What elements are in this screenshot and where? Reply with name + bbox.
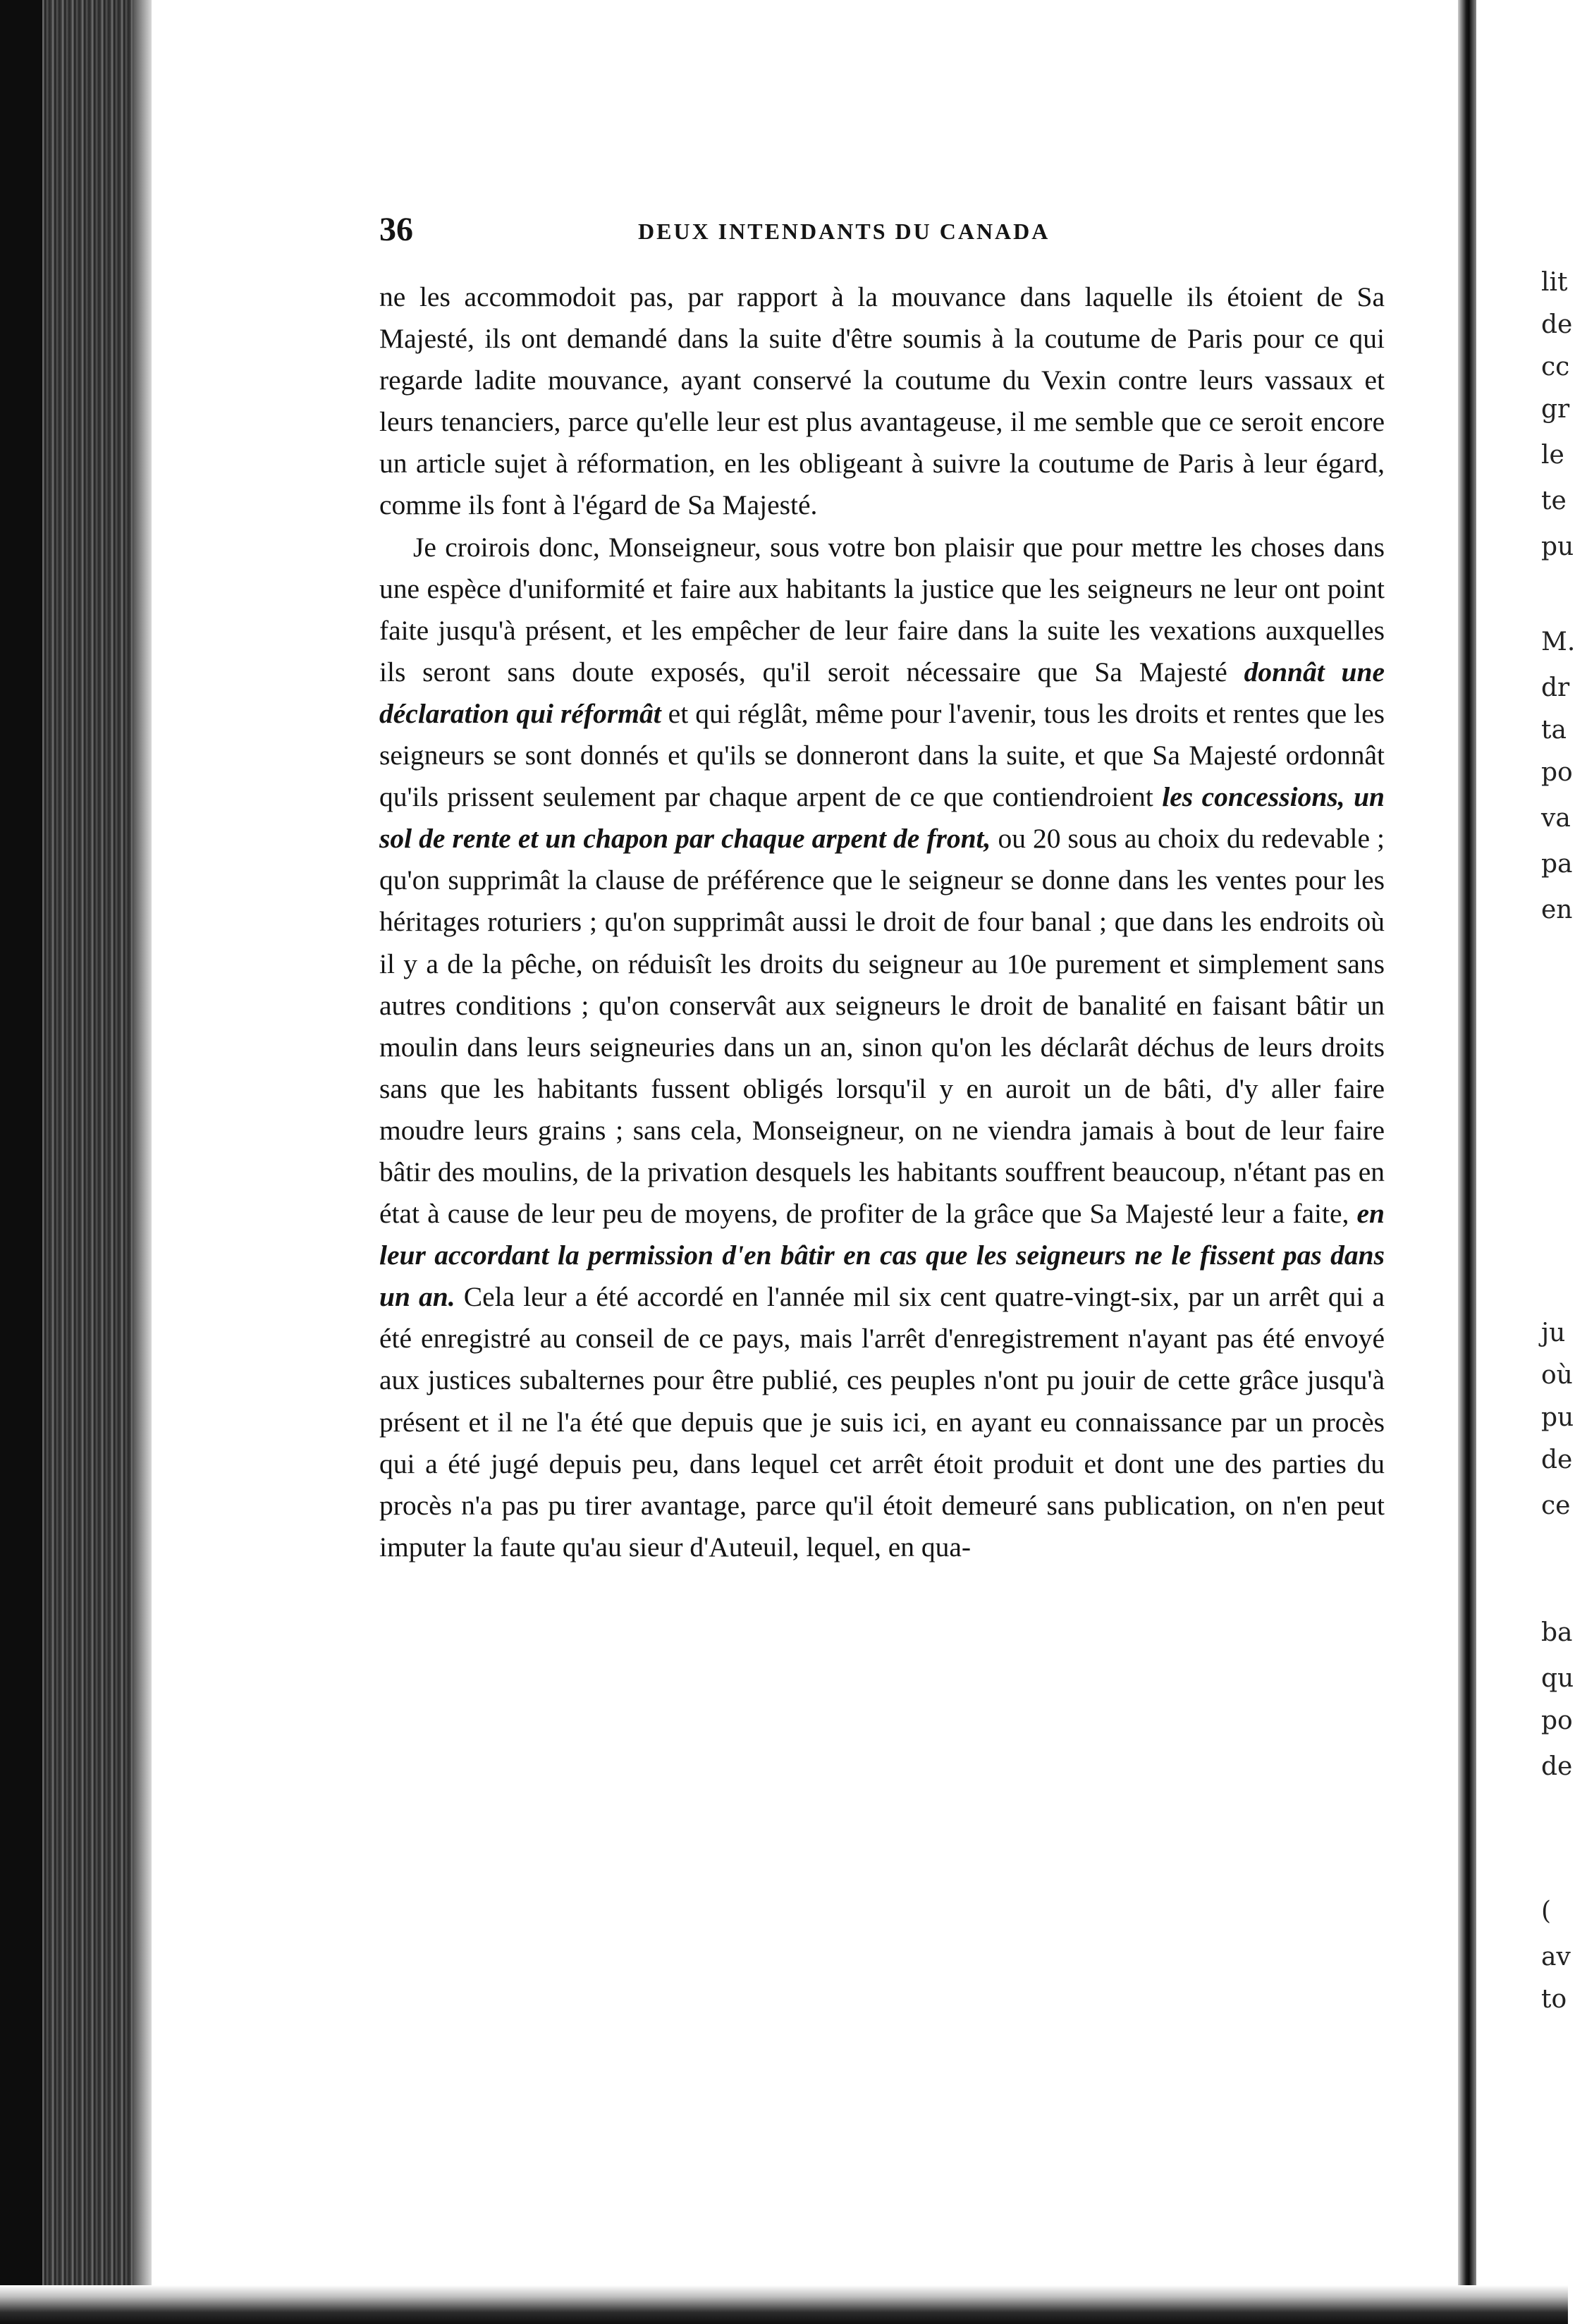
facing-page-fragment: de bbox=[1541, 1752, 1573, 1781]
facing-page-fragment: pu bbox=[1541, 1403, 1574, 1432]
facing-page-fragment: qu bbox=[1541, 1664, 1574, 1693]
facing-page-fragment: av bbox=[1541, 1943, 1571, 1971]
paragraph-2-italic-2: les concessions, un sol de rente et un chapon par chaque arpent de front, bbox=[379, 781, 1385, 855]
facing-page-fragment: gr bbox=[1541, 395, 1570, 424]
facing-page-fragment: va bbox=[1541, 804, 1571, 833]
facing-page-fragment: to bbox=[1541, 1985, 1567, 2014]
facing-page-fragment: de bbox=[1541, 310, 1573, 339]
book-spine-edge bbox=[0, 0, 152, 2324]
facing-page-fragment: lit bbox=[1541, 268, 1568, 297]
paragraph-1: ne les accommodoit pas, par rapport à la mouvance dans laquelle ils étoient de Sa Majesté, ils ont demandé dans la suite d'être soumis à la coutume de Paris pour ce qui regarde ladite mouvance, ayant conservé la coutume du Vexin contre leurs vassaux et leurs tenanciers, parce qu'elle leur est plus avantageuse, il me semble que ce seroit encore un article sujet à réformation, en les obligeant à suivre la coutume de Paris à leur égard, comme ils font à l'égard de Sa Majesté. bbox=[379, 281, 1385, 521]
facing-page-fragment: cc bbox=[1541, 353, 1570, 381]
running-title: DEUX INTENDANTS DU CANADA bbox=[638, 219, 1050, 244]
facing-page-fragment: le bbox=[1541, 441, 1564, 470]
paragraph-2 bbox=[379, 527, 1385, 1568]
facing-page-fragment: ( bbox=[1541, 1897, 1552, 1926]
paragraph-2-italic-3: en leur accordant la permission d'en bâtir en cas que les seigneurs ne le fissent pas dans un an. bbox=[379, 1198, 1385, 1313]
facing-page-fragment: po bbox=[1541, 1706, 1573, 1735]
facing-page-fragment: ju bbox=[1541, 1319, 1566, 1347]
facing-page-fragment: en bbox=[1541, 895, 1573, 924]
paragraph-2-italic-1: donnât une déclaration qui réformât bbox=[379, 656, 1385, 729]
page-number: 36 bbox=[379, 211, 413, 248]
facing-page-fragment: de bbox=[1541, 1445, 1573, 1474]
facing-page-fragment: ta bbox=[1541, 716, 1567, 745]
facing-page-fragment: ce bbox=[1541, 1491, 1571, 1520]
scan-border-left bbox=[0, 0, 42, 2324]
paragraph-2-text-b: et qui réglât, même pour l'avenir, tous les droits et rentes que les seigneurs se sont donnés et qu'ils se donneront dans la suite, et que Sa Majesté ordonnât qu'ils prissent seulement par chaque arpent de ce que contiendroient bbox=[379, 697, 1385, 813]
facing-page-fragment: pa bbox=[1541, 850, 1573, 879]
page-stack-edge bbox=[133, 0, 152, 2324]
facing-page-fragment: dr bbox=[1541, 673, 1570, 702]
facing-page-fragment: po bbox=[1541, 758, 1573, 787]
facing-page-fragment: te bbox=[1541, 487, 1567, 515]
scan-border-bottom bbox=[0, 2285, 1568, 2324]
facing-page-fragment: M. bbox=[1541, 628, 1575, 656]
paragraph-2-text-a: Je croirois donc, Monseigneur, sous votre bon plaisir que pour mettre les choses dans une espèce d'uniformité et faire aux habitants la justice que les seigneurs ne leur ont point faite jusqu'à présent, et les empêcher de leur faire dans la suite les vexations auxquelles ils seront sans doute exposés, qu'il seroit nécessaire que Sa Majesté bbox=[379, 531, 1385, 687]
page-body-text bbox=[379, 276, 1385, 1568]
facing-page-fragment: où bbox=[1541, 1361, 1573, 1390]
facing-page-edge bbox=[1476, 0, 1575, 2324]
book-gutter bbox=[1458, 0, 1476, 2324]
paragraph-2-text-c: ou 20 sous au choix du redevable ; qu'on supprimât la clause de préférence que le seigneur se donne dans les ventes pour les héritages roturiers ; qu'on supprimât aussi le droit de four banal ; que dans les endroits où il y a de la pêche, on réduisît les droits du seigneur au 10e purement et simplement sans autres conditions ; qu'on conservât aux seigneurs le droit de banalité en faisant bâtir un moulin dans leurs seigneuries dans un an, sinon qu'on les déclarât déchus de leurs droits sans que les habitants fussent obligés lorsqu'il y en auroit un de bâti, d'y aller faire moudre leurs grains ; sans cela, Monseigneur, on ne viendra jamais à bout de leur faire bâtir des moulins, de la privation desquels les habitants souffrent beaucoup, n'étant pas en état à cause de leur peu de moyens, de profiter de la grâce que Sa Majesté leur a faite, bbox=[379, 823, 1385, 1230]
paragraph-2-text-d: Cela leur a été accordé en l'année mil six cent quatre-vingt-six, par un arrêt qui a été enregistré au conseil de ce pays, mais l'arrêt d'enregistrement n'ayant pas été envoyé aux justices subalternes pour être publié, ces peuples n'ont pu jouir de cette grâce jusqu'à présent et il ne l'a été que depuis que je suis ici, en ayant eu connaissance par un procès qui a été jugé depuis peu, dans lequel cet arrêt étoit produit et dont une des parties du procès n'a pas pu tirer avantage, parce qu'il étoit demeuré sans publication, on n'en peut imputer la faute qu'au sieur d'Auteuil, lequel, en qua- bbox=[379, 1281, 1385, 1562]
facing-page-fragment: ba bbox=[1541, 1618, 1573, 1647]
facing-page-fragment: pu bbox=[1541, 532, 1574, 561]
